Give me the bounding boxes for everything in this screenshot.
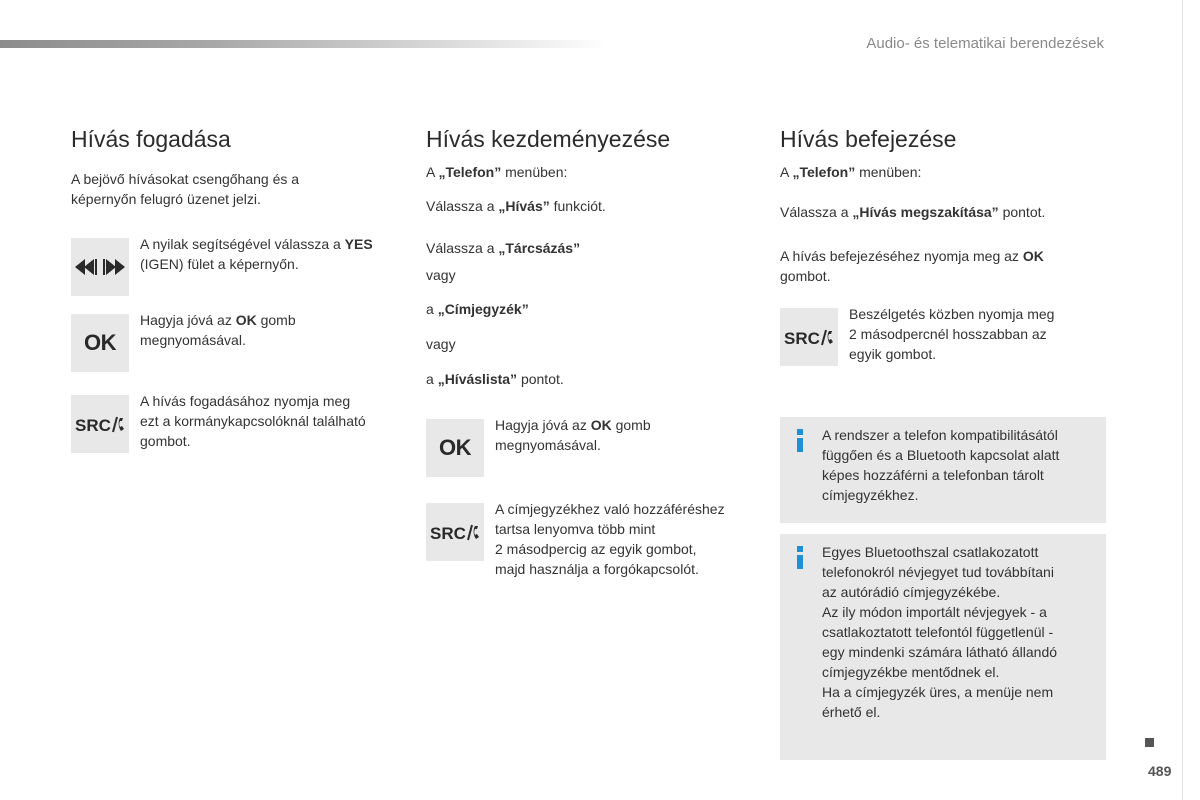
select-dial-line: Válassza a „Tárcsázás” <box>426 240 581 256</box>
or-text-1: vagy <box>426 267 456 283</box>
page-edge-line <box>1182 0 1183 800</box>
svg-text:SRC: SRC <box>784 329 820 348</box>
select-hangup-line: Válassza a „Hívás megszakítása” pontot. <box>780 204 1046 220</box>
heading-end-call: Hívás befejezése <box>780 126 957 152</box>
step-answer-src-text: A hívás fogadásához nyomja meg ezt a kormánykapcsolóknál található gombot. <box>140 393 366 449</box>
step-confirm-ok-text: Hagyja jóvá az OK gomb megnyomásával. <box>140 312 296 348</box>
step-end-src-text: Beszélgetés közben nyomja meg 2 másodpercnél hosszabban az egyik gombot. <box>849 306 1055 362</box>
intro-text: A bejövő hívásokat csengőhang és a képernyőn felugró üzenet jelzi. <box>71 171 300 207</box>
header-gradient-bar <box>0 40 610 48</box>
info-icon <box>796 546 804 569</box>
call-list-line: a „Híváslista” pontot. <box>426 371 564 387</box>
heading-answer-call: Hívás fogadása <box>71 126 231 152</box>
section-title: Audio- és telematikai berendezések <box>866 35 1104 52</box>
step-select-yes-text: A nyilak segítségével válassza a YES (IGEN) fület a képernyőn. <box>140 236 373 272</box>
src-phone-icon <box>71 395 129 453</box>
info-icon <box>796 429 804 452</box>
info-box-import-contacts-text: Egyes Bluetoothszal csatlakozatott telefonokról névjegyet tud továbbítani az autórádió címjegyzékébe. Az ily módon importált névjegyek - a csatlakoztatott telefontól függetlenül - egy mindenki számára látható állandó címjegyzékbe mentődnek el. Ha a címjegyzék üres, a menüje nem érhető el. <box>822 544 1058 720</box>
seek-arrows-icon <box>71 238 129 296</box>
column-answer-call <box>71 126 411 449</box>
svg-text:SRC: SRC <box>430 524 466 543</box>
page-number: 489 <box>1148 763 1172 779</box>
page-marker-square <box>1145 738 1154 747</box>
step-contacts-src-text: A címjegyzékhez való hozzáféréshez tartsa lenyomva több mint 2 másodpercig az egyik gombot, majd használja a forgókapcsolót. <box>495 501 725 577</box>
column-make-call <box>426 126 766 577</box>
or-text-2: vagy <box>426 336 456 352</box>
contacts-line: a „Címjegyzék” <box>426 301 529 317</box>
info-box-compatibility-text: A rendszer a telefon kompatibilitásától függően és a Bluetooth kapcsolat alatt képes hozzáférni a telefonban tárolt címjegyzékhez. <box>822 427 1060 503</box>
column-end-call <box>780 126 1110 720</box>
ok-button-icon: OK <box>71 314 129 372</box>
telefon-menu-line: A „Telefon” menüben: <box>426 164 568 180</box>
telefon-menu-line-3: A „Telefon” menüben: <box>780 164 922 180</box>
info-box-import-contacts <box>780 534 1106 760</box>
src-phone-icon <box>426 503 484 561</box>
info-box-compatibility <box>780 417 1106 523</box>
src-phone-icon <box>780 308 838 366</box>
svg-text:SRC: SRC <box>75 416 111 435</box>
step-confirm-ok-2-text: Hagyja jóvá az OK gomb megnyomásával. <box>495 417 651 453</box>
ok-button-icon: OK <box>426 419 484 477</box>
select-call-line: Válassza a „Hívás” funkciót. <box>426 198 606 214</box>
heading-make-call: Hívás kezdeményezése <box>426 126 671 152</box>
press-ok-line: A hívás befejezéséhez nyomja meg az OK gombot. <box>780 248 1044 284</box>
